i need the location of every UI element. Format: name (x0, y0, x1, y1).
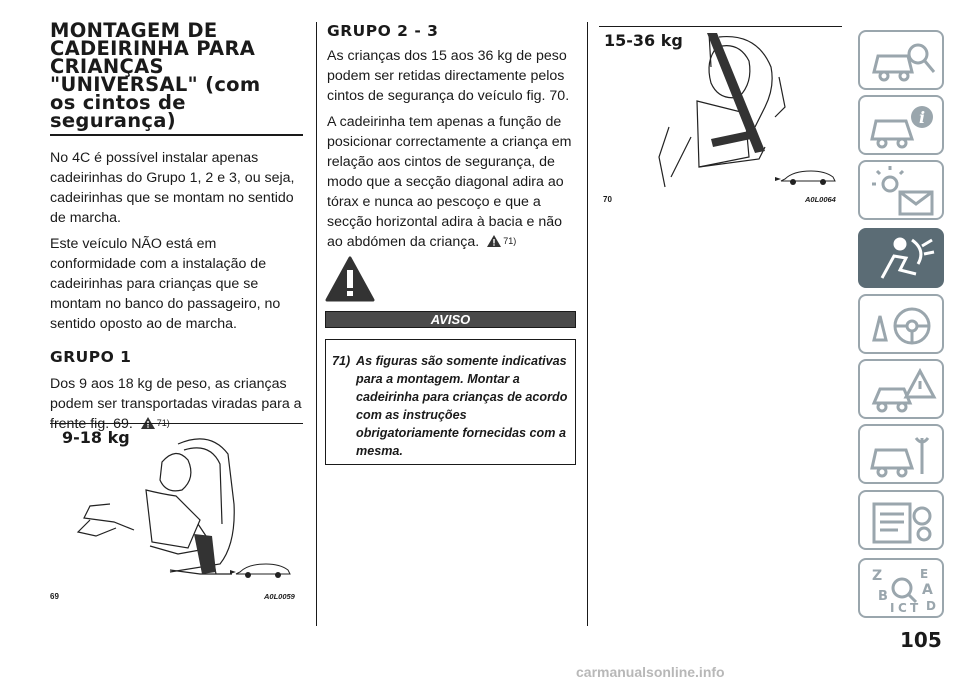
tab-car-wrench[interactable] (858, 424, 944, 484)
tab-car-search[interactable] (858, 30, 944, 90)
group1-text: Dos 9 aos 18 kg de peso, as crianças podem ser transportadas viradas para a frente fig. 69. (50, 376, 302, 432)
car-search-icon (860, 32, 946, 92)
tab-car-info[interactable] (858, 95, 944, 155)
group1-heading: GRUPO 1 (50, 348, 132, 366)
car-info-icon (860, 97, 946, 157)
figure-weight-label: 9-18 kg (62, 428, 130, 447)
svg-text:Z: Z (872, 568, 883, 584)
svg-text:T: T (910, 601, 919, 615)
aviso-number: 71) (332, 354, 351, 368)
figure-number: 69 (50, 592, 59, 601)
tab-dashboard-lights[interactable] (858, 160, 944, 220)
figure-69 (50, 423, 303, 604)
reference-note: 71) (503, 236, 517, 246)
figure-70 (599, 26, 842, 207)
title-line: "UNIVERSAL" (com (50, 73, 261, 96)
svg-text:C: C (898, 601, 907, 615)
group23-paragraph: As crianças dos 15 aos 36 kg de peso podem ser retidas directamente pelos cintos de segurança do veículo fig. 70. (327, 48, 570, 104)
car-warning-icon (860, 361, 946, 421)
svg-text:A: A (922, 582, 933, 598)
title-line: CADEIRINHA PARA (50, 37, 256, 60)
title-line: segurança) (50, 109, 176, 132)
reference-note: 71) (156, 418, 170, 428)
dashboard-lights-icon (860, 162, 946, 222)
middle-column (327, 22, 577, 253)
aviso-header: AVISO (325, 311, 576, 328)
child-booster-group23-illustration (599, 27, 842, 192)
svg-text:I: I (890, 601, 895, 615)
large-warning-triangle-icon (325, 256, 375, 302)
title-line: CRIANÇAS (50, 55, 164, 78)
figure-code: A0L0064 (805, 195, 836, 204)
tab-specs-gear[interactable] (858, 490, 944, 550)
compatibility-paragraph: Este veículo NÃO está em conformidade com a instalação de cadeirinhas para crianças que se montam no banco do passageiro, no sentido oposto ao de marcha. (50, 236, 281, 332)
figure-code: A0L0059 (264, 592, 295, 601)
aviso-box (325, 339, 576, 465)
figure-weight-label: 15-36 kg (604, 31, 683, 50)
tab-airbag-seat[interactable] (858, 228, 944, 288)
figure-number: 70 (603, 195, 612, 204)
seat-function-text: A cadeirinha tem apenas a função de posicionar correctamente a criança em relação aos cintos de segurança, de modo que a secção diagonal adira ao tórax e nunca ao pescoço e que a secção horizontal adira à bacia e não ao abdómen da criança. (327, 114, 572, 250)
page-number: 105 (900, 628, 942, 652)
left-column (50, 19, 303, 435)
section-title (50, 19, 303, 136)
title-line: os cintos de (50, 91, 186, 114)
svg-text:E: E (920, 567, 929, 581)
title-line: MONTAGEM DE (50, 19, 218, 42)
warning-triangle-icon (487, 235, 501, 247)
group23-heading: GRUPO 2 - 3 (327, 22, 439, 40)
svg-text:B: B (878, 589, 888, 604)
car-wrench-icon (860, 426, 946, 486)
column-divider (316, 22, 317, 626)
tab-alphabet-index[interactable] (858, 558, 944, 618)
child-seat-group1-illustration (50, 424, 303, 594)
svg-text:D: D (926, 599, 936, 613)
seat-function-paragraph (327, 112, 577, 253)
aviso-text: As figuras são somente indicativas para a montagem. Montar a cadeirinha para crianças de acordo com as instruções obrigatoriamente fornecidas com a mesma. (356, 354, 568, 458)
alphabet-index-icon (860, 560, 946, 620)
tab-car-warning[interactable] (858, 359, 944, 419)
airbag-seat-icon (860, 230, 946, 290)
tab-steering-wheel[interactable] (858, 294, 944, 354)
intro-paragraph: No 4C é possível instalar apenas cadeirinhas do Grupo 1, 2 e 3, ou seja, cadeirinhas que se montam no sentido de marcha. (50, 150, 295, 226)
svg-text:i: i (919, 108, 926, 127)
watermark: carmanualsonline.info (576, 664, 725, 680)
steering-wheel-icon (860, 296, 946, 356)
specs-gear-icon (860, 492, 946, 552)
column-divider (587, 22, 588, 626)
